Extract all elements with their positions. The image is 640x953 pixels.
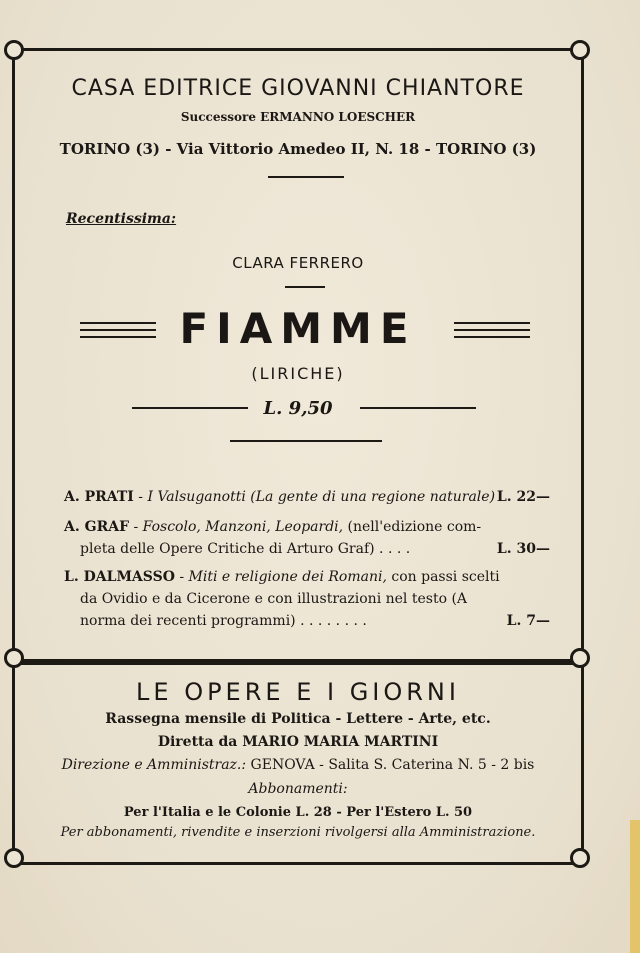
magazine-tagline: Rassegna mensile di Politica - Lettere - Arte, etc. — [105, 711, 491, 727]
subscriptions-prices: Per l'Italia e le Colonie L. 28 - Per l'Estero L. 50 — [123, 805, 473, 820]
featured-price: L. 9,50 — [263, 398, 333, 419]
corner-ornament — [4, 40, 24, 60]
book-note: norma dei recenti programmi) . . . . . . . . — [80, 613, 367, 629]
book-author: A. PRATI — [64, 489, 134, 505]
publisher-successor: Successore ERMANNO LOESCHER — [180, 110, 416, 124]
book-note: (La gente di una regione naturale) — [250, 489, 496, 505]
book-note: con passi scelti — [391, 569, 500, 585]
corner-ornament — [570, 848, 590, 868]
magazine-title: LE OPERE E I GIORNI — [136, 678, 460, 706]
corner-ornament — [4, 648, 24, 668]
list-item: A. PRATI - I Valsuganotti (La gente di una regione naturale) L. 22— — [64, 486, 550, 508]
book-price: L. 22— — [496, 489, 550, 505]
publisher-name: CASA EDITRICE GIOVANNI CHIANTORE — [71, 76, 525, 101]
section-label: Recentissima: — [66, 211, 177, 227]
book-note: (nell'edizione com- — [347, 519, 482, 535]
divider — [230, 440, 382, 442]
office-label: Direzione e Amministraz.: — [61, 757, 247, 773]
book-work: Foscolo, Manzoni, Leopardi, — [142, 519, 344, 535]
featured-title: FIAMME — [179, 304, 417, 353]
book-work: Miti e religione dei Romani, — [188, 569, 387, 585]
list-item: A. GRAF - Foscolo, Manzoni, Leopardi, (nell'edizione com- pleta delle Opere Critiche di Arturo Graf) . . . . L. 30— — [64, 516, 550, 560]
book-author: L. DALMASSO — [64, 569, 175, 585]
book-work: I Valsuganotti — [147, 489, 246, 505]
book-author: A. GRAF — [64, 519, 130, 535]
list-item: L. DALMASSO - Miti e religione dei Romani, con passi scelti da Ovidio e da Cicerone e con illustrazioni nel testo (A norma dei recenti programmi) . . . . . . . . L. 7— — [64, 566, 550, 632]
double-rule-right — [454, 322, 530, 343]
corner-ornament — [570, 40, 590, 60]
magazine-office — [12, 757, 584, 773]
divider — [285, 286, 325, 288]
book-price: L. 30— — [496, 541, 550, 557]
corner-ornament — [570, 648, 590, 668]
book-note: da Ovidio e da Cicerone e con illustrazioni nel testo (A — [80, 591, 468, 607]
book-note: pleta delle Opere Critiche di Arturo Graf) . . . . — [80, 541, 411, 557]
featured-subtitle: (LIRICHE) — [251, 364, 345, 383]
price-rule-right — [360, 407, 476, 414]
featured-author: CLARA FERRERO — [232, 254, 364, 272]
paper-edge — [630, 820, 640, 953]
office-address: GENOVA - Salita S. Caterina N. 5 - 2 bis — [250, 757, 535, 773]
corner-ornament — [4, 848, 24, 868]
publisher-address: TORINO (3) - Via Vittorio Amedeo II, N. 18 - TORINO (3) — [59, 140, 537, 158]
magazine-editor: Diretta da MARIO MARIA MARTINI — [157, 734, 439, 750]
subscriptions-label: Abbonamenti: — [248, 781, 348, 797]
divider — [268, 176, 344, 178]
book-price: L. 7— — [506, 613, 550, 629]
magazine-note: Per abbonamenti, rivendite e inserzioni rivolgersi alla Amministrazione. — [60, 825, 536, 840]
